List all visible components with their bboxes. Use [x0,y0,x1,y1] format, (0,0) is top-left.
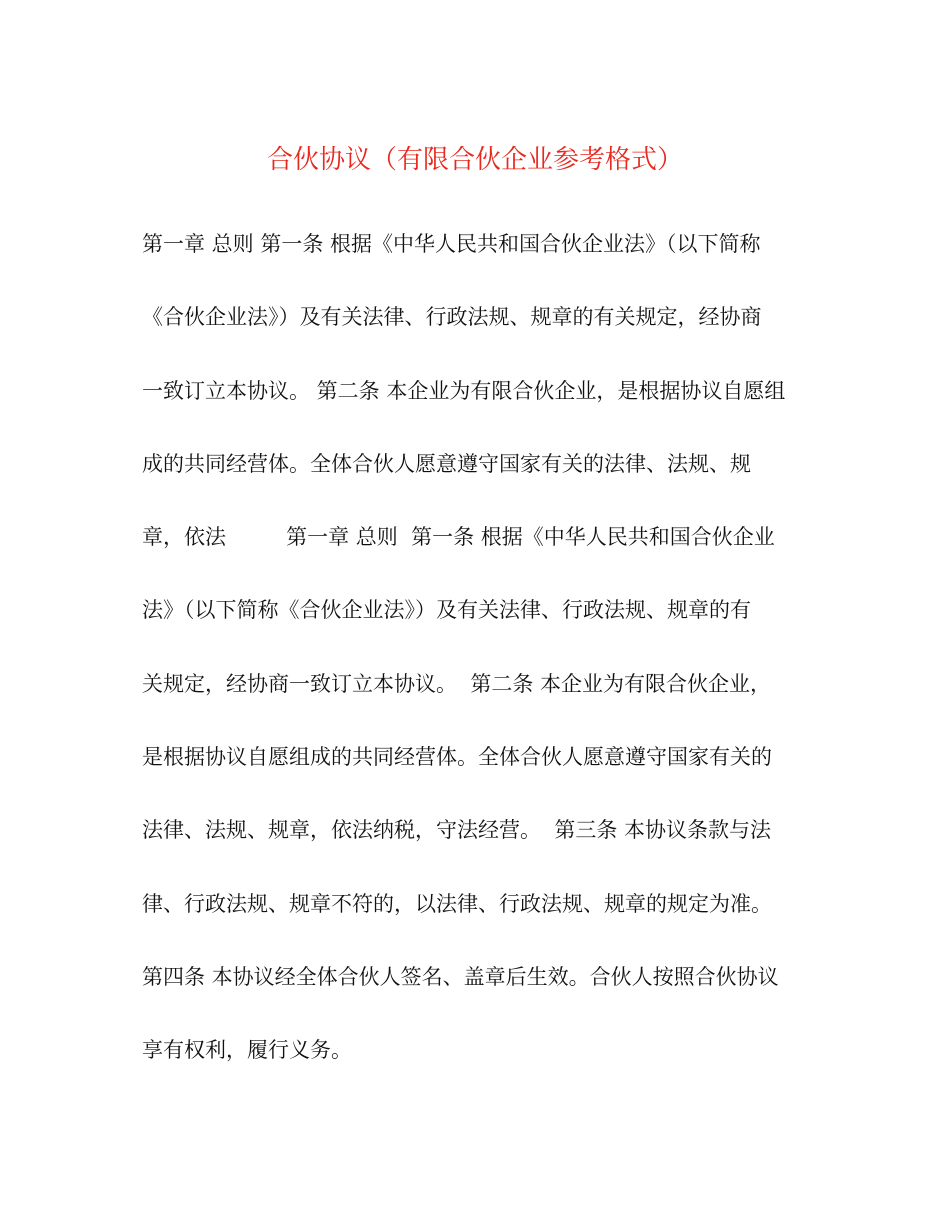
document-body [142,224,822,1104]
text-line: 律、行政法规、规章不符的，以法律、行政法规、规章的规定为准。 [142,891,772,916]
text-line: 法律、法规、规章，依法纳税，守法经营。 第三条 本协议条款与法 [142,818,772,843]
text-line: 第四条 本协议经全体合伙人签名、盖章后生效。合伙人按照合伙协议 [142,964,779,989]
text-line: 享有权利，履行义务。 [142,1038,352,1063]
text-line: 《合伙企业法》）及有关法律、行政法规、规章的有关规定，经协商 [142,305,762,330]
document-title: 合伙协议（有限合伙企业参考格式） [266,145,683,175]
text-line: 成的共同经营体。全体合伙人愿意遵守国家有关的法律、法规、规 [142,451,751,476]
text-line: 关规定，经协商一致订立本协议。 第二条 本企业为有限合伙企业， [142,671,772,696]
text-line: 章，依法 第一章 总则 第一条 根据《中华人民共和国合伙企业 [142,525,775,550]
text-line: 第一章 总则 第一条 根据《中华人民共和国合伙企业法》（以下简称 [142,232,761,256]
text-line: 一致订立本协议。 第二条 本企业为有限合伙企业，是根据协议自愿组 [142,378,786,403]
text-line: 是根据协议自愿组成的共同经营体。全体合伙人愿意遵守国家有关的 [142,745,772,770]
text-line: 法》（以下简称《合伙企业法》）及有关法律、行政法规、规章的有 [142,598,751,623]
